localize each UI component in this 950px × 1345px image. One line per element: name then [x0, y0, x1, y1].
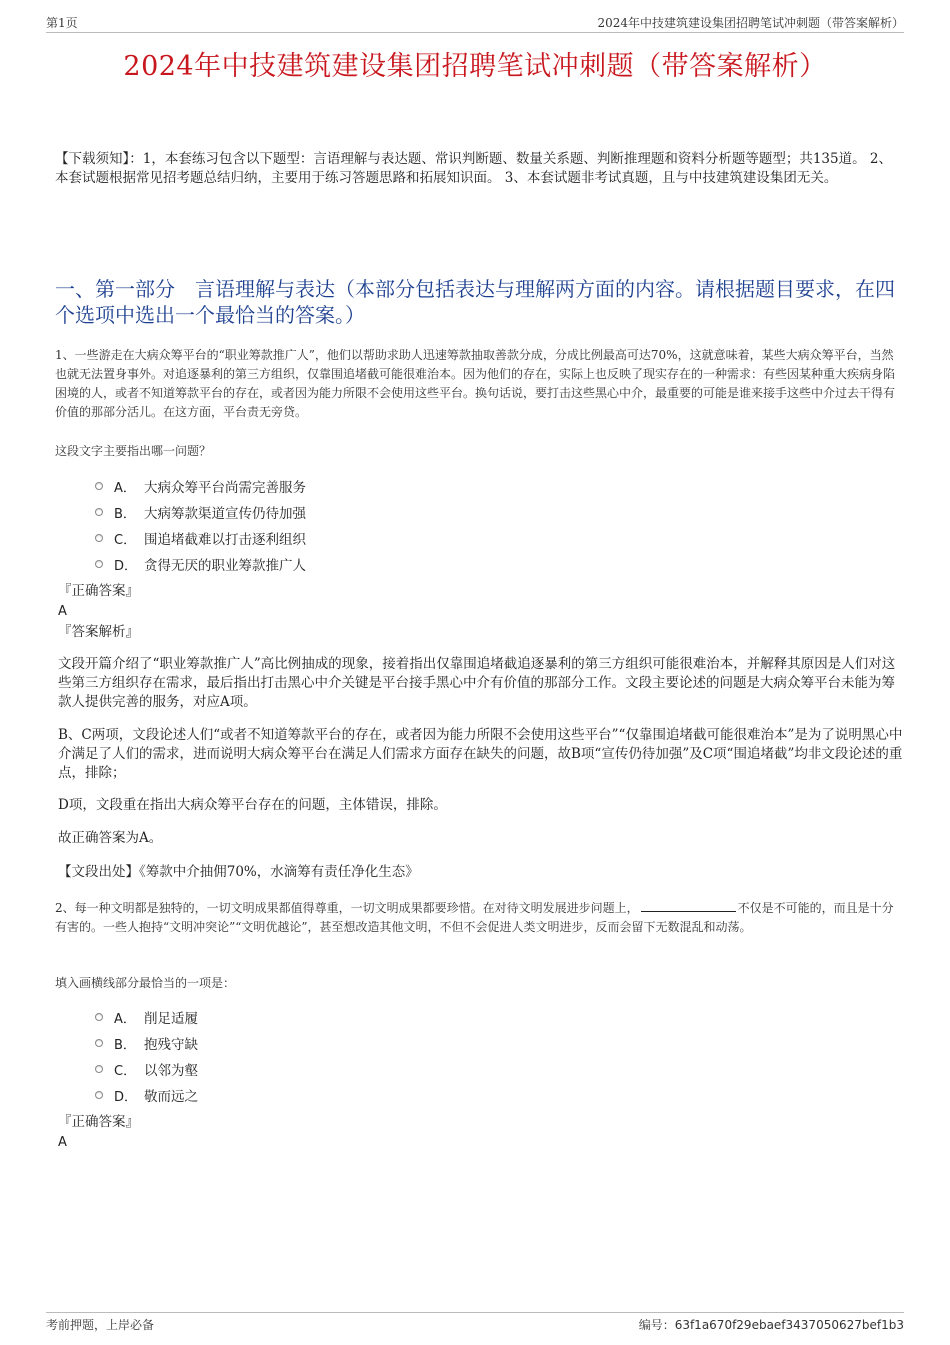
- option-c[interactable]: C． 围追堵截难以打击逐利组织: [95, 525, 595, 551]
- radio-icon[interactable]: [95, 1091, 103, 1099]
- radio-icon[interactable]: [95, 1065, 103, 1073]
- document-title: 2024年中技建筑建设集团招聘笔试冲刺题（带答案解析）: [123, 51, 827, 82]
- question-2-options: [95, 1004, 595, 1108]
- analysis-paragraph: 故正确答案为A。: [58, 830, 163, 846]
- analysis-paragraph: 文段开篇介绍了“职业筹款推广人”高比例抽成的现象，接着指出仅靠围追堵截追逐暴利的第三方组织可能很难治本，并解释其原因是人们对这些第三方组织存在需求，最后指出打击黑心中介关键是平台接手黑心中介有价值的那部分工作。文段主要论述的问题是大病众筹平台未能为筹款人提供完善的服务，对应A项。: [58, 656, 896, 710]
- option-text: 贪得无厌的职业筹款推广人: [144, 558, 306, 574]
- option-text: 削足适履: [144, 1011, 198, 1027]
- radio-icon[interactable]: [95, 1039, 103, 1047]
- answer-label: 『正确答案』: [58, 1114, 139, 1130]
- option-a[interactable]: A． 削足适履: [95, 1004, 595, 1030]
- option-text: 敬而远之: [144, 1089, 198, 1105]
- option-d[interactable]: D． 贪得无厌的职业筹款推广人: [95, 551, 595, 577]
- radio-icon[interactable]: [95, 534, 103, 542]
- radio-icon[interactable]: [95, 1013, 103, 1021]
- question-2-text: 2、每一种文明都是独特的，一切文明成果都值得尊重，一切文明成果都要珍惜。在对待文明发展进步问题上， 不仅是不可能的，而且是十分有害的。一些人抱持“文明冲突论”“文明优越论”，甚至想改造其他文明，不但不会促进人类文明进步，反而会留下无数混乱和动荡。: [55, 901, 894, 934]
- option-text: 大病筹款渠道宣传仍待加强: [144, 506, 306, 522]
- option-b[interactable]: B． 大病筹款渠道宣传仍待加强: [95, 499, 595, 525]
- option-text: 围追堵截难以打击逐利组织: [144, 532, 306, 548]
- analysis-label: 『答案解析』: [58, 624, 139, 640]
- page-header: [46, 14, 904, 33]
- page-number: 第1页: [46, 16, 78, 30]
- option-b[interactable]: B． 抱残守缺: [95, 1030, 595, 1056]
- question-1-prompt: 这段文字主要指出哪一问题？: [55, 444, 212, 458]
- option-a[interactable]: A． 大病众筹平台尚需完善服务: [95, 473, 595, 499]
- page-footer: [46, 1312, 904, 1334]
- source-note: 【文段出处】《筹款中介抽佣70%，水滴筹有责任净化生态》: [58, 864, 419, 880]
- header-doc-title: 2024年中技建筑建设集团招聘笔试冲刺题（带答案解析）: [597, 16, 904, 30]
- footer-slogan: 考前押题，上岸必备: [46, 1318, 155, 1332]
- answer-value: A: [58, 604, 67, 619]
- answer-value: A: [58, 1135, 67, 1150]
- download-notice: 【下载须知】：1，本套练习包含以下题型：言语理解与表达题、常识判断题、数量关系题、判断推理题和资料分析题等题型；共135道。 2、本套试题根据常见招考题总结归纳，主要用于练习答题思路和拓展知识面。 3、本套试题非考试真题，且与中技建筑建设集团无关。: [55, 151, 892, 186]
- analysis-paragraph: B、C两项，文段论述人们“或者不知道筹款平台的存在，或者因为能力所限不会使用这些平台”“仅靠围追堵截可能很难治本”是为了说明黑心中介满足了人们的需求，进而说明大病众筹平台在满足人们需求方面存在缺失的问题，故B项“宣传仍待加强”及C项“围追堵截”均非文段论述的重点，排除；: [58, 727, 903, 781]
- question-1-text: 1、一些游走在大病众筹平台的“职业筹款推广人”，他们以帮助求助人迅速筹款抽取善款分成，分成比例最高可达70%，这就意味着，某些大病众筹平台，当然也就无法置身事外。对追逐暴利的第三方组织，仅靠围追堵截可能很难治本。因为他们的存在，实际上也反映了现实存在的一种需求：有些因某种重大疾病身陷困境的人，或者不知道筹款平台的存在，或者因为能力所限不会使用这些平台。换句话说，要打击这些黑心中介，最重要的可能是谁来接手这些中介过去干得有价值的那部分活儿。在这方面，平台责无旁贷。: [55, 348, 896, 419]
- option-text: 以邻为壑: [144, 1063, 198, 1079]
- fill-blank: [641, 899, 736, 912]
- radio-icon[interactable]: [95, 560, 103, 568]
- question-1-options: [95, 473, 595, 577]
- radio-icon[interactable]: [95, 482, 103, 490]
- option-text: 大病众筹平台尚需完善服务: [144, 480, 306, 496]
- question-2-prompt: 填入画横线部分最恰当的一项是：: [55, 976, 236, 990]
- section-title: 一、第一部分 言语理解与表达（本部分包括表达与理解两方面的内容。请根据题目要求，在四个选项中选出一个最恰当的答案。）: [55, 277, 895, 327]
- option-d[interactable]: D． 敬而远之: [95, 1082, 595, 1108]
- radio-icon[interactable]: [95, 508, 103, 516]
- answer-label: 『正确答案』: [58, 583, 139, 599]
- analysis-paragraph: D项，文段重在指出大病众筹平台存在的问题，主体错误，排除。: [58, 797, 447, 813]
- footer-doc-id: 编号：63f1a670f29ebaef3437050627bef1b3: [638, 1318, 904, 1332]
- option-c[interactable]: C． 以邻为壑: [95, 1056, 595, 1082]
- option-text: 抱残守缺: [144, 1037, 198, 1053]
